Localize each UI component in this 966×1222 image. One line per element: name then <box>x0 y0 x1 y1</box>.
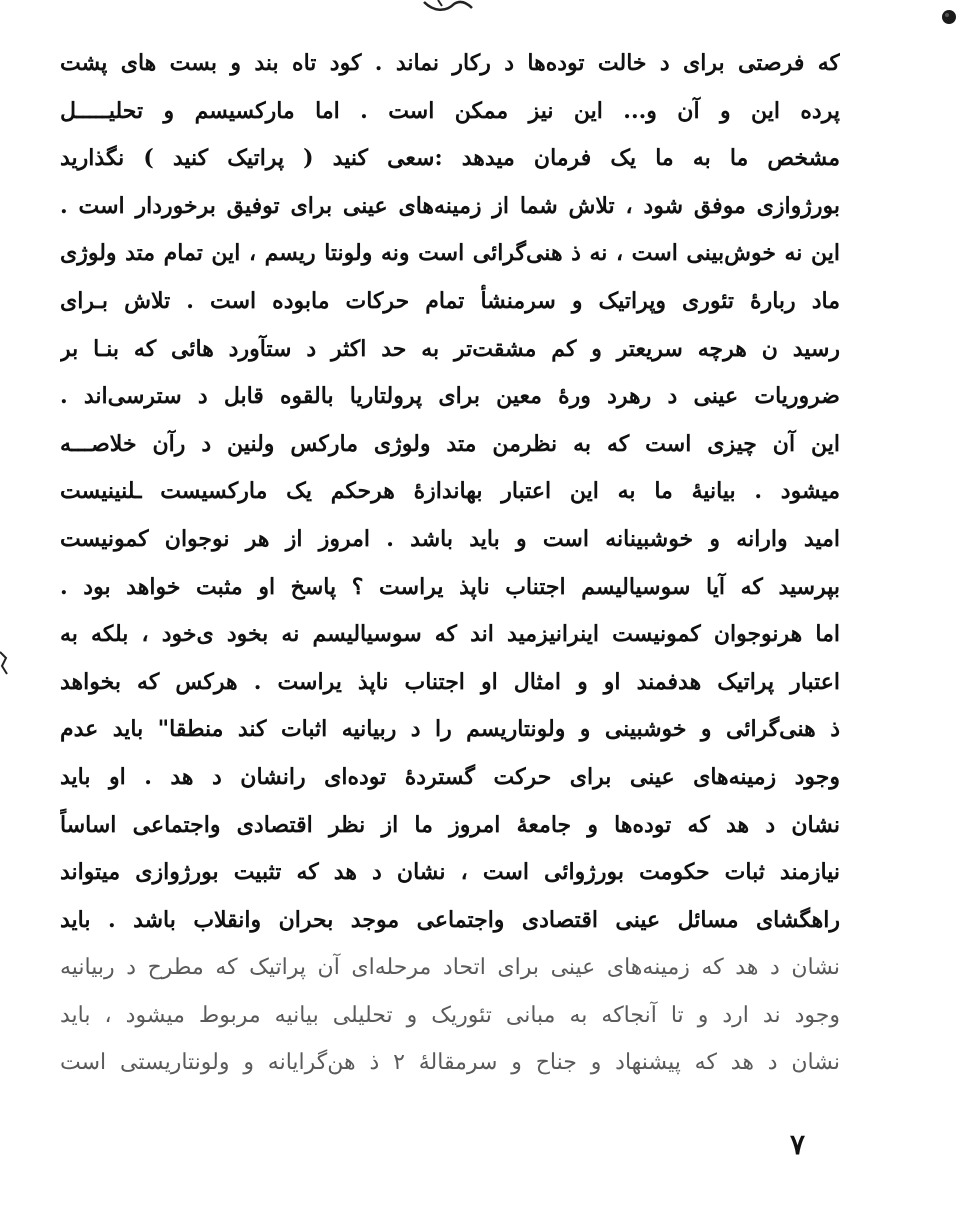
text-line: ماد ربارهٔ تئوری وپراتیک و سرمنشأ تمام حرکات مابوده است . تلاش بـرای <box>60 287 840 314</box>
top-edge-mark <box>420 0 480 14</box>
text-line: نشان د هد که زمینه‌های عینی برای اتحاد مرحله‌ای آن پراتیک که مطرح د ربیانیه <box>60 955 840 981</box>
text-line: بپرسید که آیا سوسیالیسم اجتناب ناپذ یراست ؟ پاسخ او مثبت خواهد بود . <box>60 573 840 600</box>
text-line: بورژوازی موفق شود ، تلاش شما از زمینه‌های عینی برای توفیق برخوردار است . <box>60 192 840 219</box>
text-line: این آن چیزی است که به نظرمن متد ولوژی مارکس ولنین د رآن خلاصـــه <box>60 430 840 457</box>
text-line: که فرصتی برای د خالت توده‌ها د رکار نماند . کود تاه بند و بست های پشت <box>60 50 840 76</box>
text-line: اما هرنوجوان کمونیست اینرانیزمید اند که سوسیالیسم نه بخود ی‌خود ، بلکه به <box>60 621 840 648</box>
text-line: میشود . بیانیه‌ٔ ما به این اعتبار بهاندازه‌ٔ هرحکم یک مارکسیست ـلنینیست <box>60 478 840 505</box>
text-line: ضروریات عینی د رهرد ورهٔ معین برای پرولتاریا بالقوه قابل د سترسی‌اند . <box>60 383 840 410</box>
left-edge-mark <box>0 648 8 678</box>
text-line: مشخص ما به ما یک فرمان میدهد :سعی کنید ( پراتیک کنید ) نگذارید <box>60 145 840 172</box>
binding-hole-mark <box>938 6 960 28</box>
text-line: این نه خوش‌بینی است ، نه ذ هنی‌گرائی است ونه ولونتا ریسم ، این تمام متد ولوژی <box>60 240 840 267</box>
text-line: ذ هنی‌گرائی و خوشبینی و ولونتاریسم را د ربیانیه اثبات کند منطقا" باید عدم <box>60 716 840 743</box>
text-line: نیازمند ثبات حکومت بورژوائی است ، نشان د هد که تثبیت بورژوازی میتواند <box>60 859 840 886</box>
page-number: ۷ <box>790 1128 806 1161</box>
text-line: نشان د هد که توده‌ها و جامعهٔ امروز ما از نظر اقتصادی واجتماعی اساساً <box>60 811 840 838</box>
text-line: رسید ن هرچه سریعتر و کم مشقت‌تر به حد اکثر د ستآورد هائی که بنـا بر <box>60 335 840 362</box>
text-line: وجود ند ارد و تا آنجاکه به مبانی تئوریک و تحلیلی بیانیه مربوط میشود ، باید <box>60 1002 840 1028</box>
text-line: پرده این و آن و... این نیز ممکن است . اما مارکسیسم و تحلیـــــل <box>60 97 840 124</box>
text-line: نشان د هد که پیشنهاد و جناح و سرمقالهٔ ۲ ذ هن‌گرایانه و ولونتاریستی است <box>60 1050 840 1076</box>
text-line: امید وارانه و خوشبینانه است و باید باشد . امروز از هر نوجوان کمونیست <box>60 525 840 552</box>
text-line: وجود زمینه‌های عینی برای حرکت گستردهٔ توده‌ای رانشان د هد . او باید <box>60 763 840 790</box>
body-text <box>60 40 840 1087</box>
text-line: راهگشای مسائل عینی اقتصادی واجتماعی موجد بحران وانقلاب باشد . باید <box>60 906 840 933</box>
text-line: اعتبار پراتیک هدفمند او و امثال او اجتناب ناپذ یراست . هرکس که بخواهد <box>60 668 840 695</box>
